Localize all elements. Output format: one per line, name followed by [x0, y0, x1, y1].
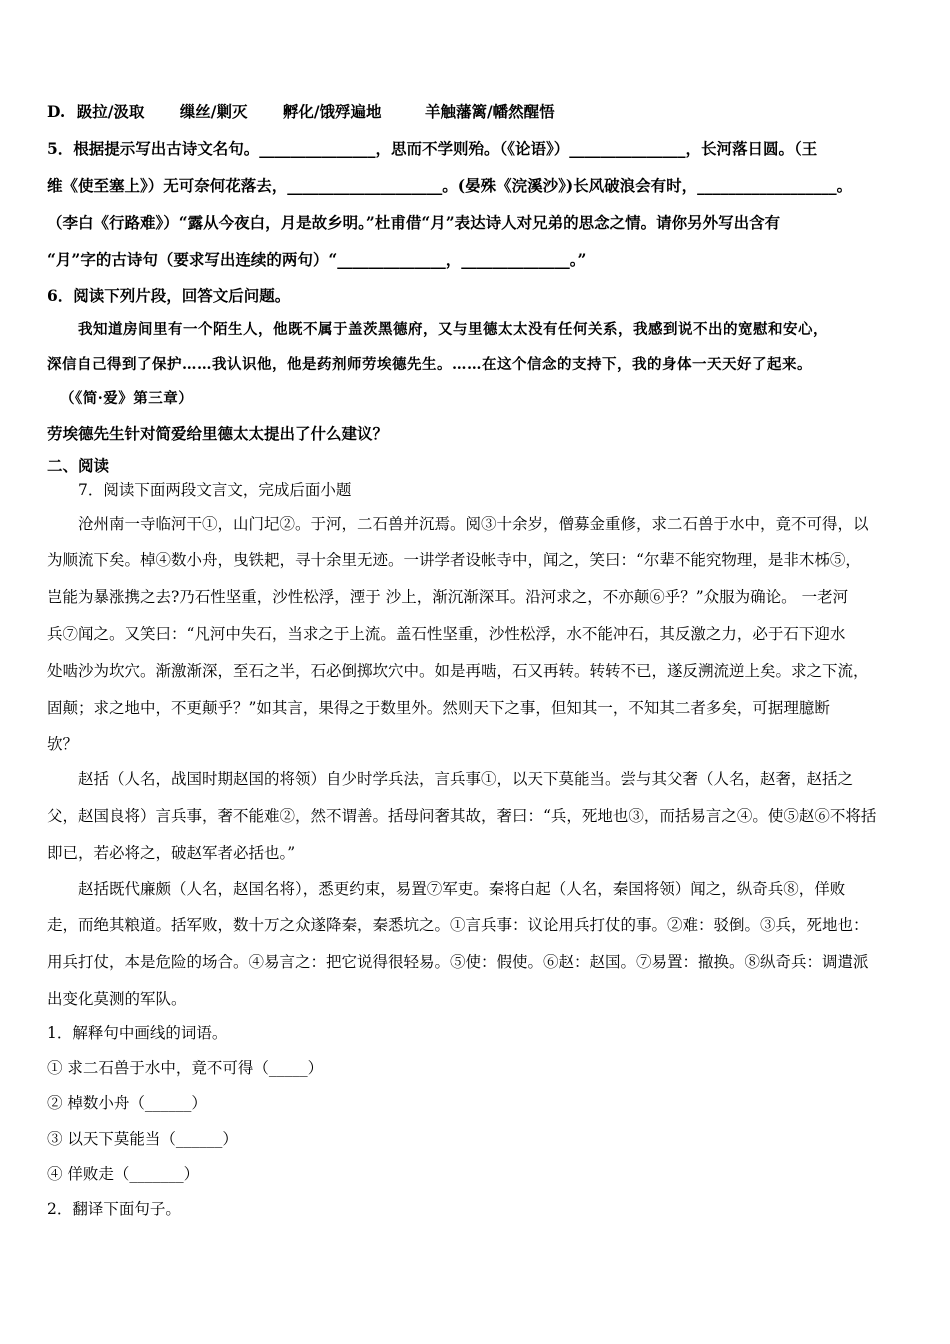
- option-d-word-2: 缫丝/剿灭: [179, 102, 248, 121]
- passage-c-line-1: 赵括既代廉颇（人名，赵国名将），悉更约束，易置⑦军吏。秦将白起（人名，秦国将领）闻之，纵奇兵⑧，佯败: [78, 880, 846, 898]
- option-d-word-3: 孵化/饿殍遍地: [282, 102, 382, 121]
- passage-b-line-1: 赵括（人名，战国时期赵国的将领）自少时学兵法，言兵事①，以天下莫能当。尝与其父奢（人名，赵奢，赵括之: [78, 770, 854, 788]
- passage-a-line-3: 岂能为暴涨携之去?乃石性坚重，沙性松浮，湮于 沙上，渐沉渐深耳。沿河求之，不亦颠⑥乎？”众服为确论。 一老河: [47, 588, 849, 606]
- q5-line-4: “月”字的古诗句（要求写出连续的两句）“______________，______________。”: [47, 250, 587, 269]
- q6-excerpt-line-2: 深信自己得到了保护……我认识他，他是药剂师劳埃德先生。……在这个信念的支持下，我的身体一天天好了起来。: [47, 356, 812, 373]
- q6-title: 6．阅读下列片段，回答文后问题。: [47, 286, 291, 305]
- passage-a-line-6: 固颠；求之地中，不更颠乎？”如其言，果得之于数里外。然则天下之事，但知其一，不知其二者多矣，可据理臆断: [47, 699, 830, 717]
- q6-excerpt-line-1: 我知道房间里有一个陌生人，他既不属于盖茨黑德府，又与里德太太没有任何关系，我感到说不出的宽慰和安心，: [78, 321, 828, 338]
- passage-a-line-1: 沧州南一寺临河干①，山门圮②。于河，二石兽并沉焉。阅③十余岁，僧募金重修，求二石兽于水中，竟不可得，以: [78, 515, 869, 533]
- q6-question: 劳埃德先生针对简爱给里德太太提出了什么建议？: [47, 424, 389, 443]
- subquestion-1-title: 1．解释句中画线的词语。: [47, 1024, 228, 1042]
- q5-line-2: 维《使至塞上》）无可奈何花落去，____________________。(晏殊《浣溪沙》)长风破浪会有时，__________________。: [47, 176, 853, 195]
- option-label: D.: [47, 102, 66, 121]
- option-d-word-1: 趿拉/汲取: [76, 102, 145, 121]
- subquestion-1-item-1: ① 求二石兽于水中，竟不可得（_____）: [47, 1059, 324, 1077]
- section-title-reading: 二、阅读: [47, 456, 110, 475]
- passage-a-line-4: 兵⑦闻之。又笑曰：“凡河中失石，当求之于上流。盖石性坚重，沙性松浮，水不能冲石，其反激之力，必于石下迎水: [47, 625, 846, 643]
- passage-c-line-2: 走，而绝其粮道。括军败，数十万之众遂降秦，秦悉坑之。①言兵事：议论用兵打仗的事。②难：驳倒。③兵，死地也：: [47, 916, 869, 934]
- subquestion-1-item-4: ④ 佯败走（_______）: [47, 1165, 200, 1183]
- q5-line-1: 5．根据提示写出古诗文名句。_______________，思而不学则殆。（《论语》）_______________，长河落日圆。（王: [47, 139, 818, 158]
- passage-b-line-2: 父，赵国良将）言兵事，奢不能难②，然不谓善。括母问奢其故，奢曰：“兵，死地也③，而括易言之④。使⑤赵⑥不将括: [47, 807, 877, 825]
- subquestion-1-item-2: ② 棹数小舟（______）: [47, 1094, 207, 1112]
- passage-a-line-2: 为顺流下矣。棹④数小舟，曳铁耙，寻十余里无迹。一讲学者设帐寺中，闻之，笑曰：“尔辈不能究物理，是非木柹⑤，: [47, 551, 861, 569]
- subquestion-1-item-3: ③ 以天下莫能当（______）: [47, 1130, 238, 1148]
- passage-c-line-3: 用兵打仗，本是危险的场合。④易言之：把它说得很轻易。⑤使：假使。⑥赵：赵国。⑦易置：撤换。⑧纵奇兵：调遣派: [47, 953, 869, 971]
- q7-title: 7．阅读下面两段文言文，完成后面小题: [78, 481, 352, 499]
- passage-c-line-4: 出变化莫测的军队。: [47, 990, 187, 1008]
- q6-source: （《简·爱》第三章）: [60, 390, 194, 407]
- q5-line-3: （李白《行路难》）“露从今夜白，月是故乡明。”杜甫借“月”表达诗人对兄弟的思念之情。请你另外写出含有: [47, 213, 781, 232]
- option-d-word-4: 羊触藩篱/幡然醒悟: [424, 102, 555, 121]
- passage-a-line-7: 欤？: [47, 735, 79, 753]
- passage-a-line-5: 处啮沙为坎穴。渐激渐深，至石之半，石必倒掷坎穴中。如是再啮，石又再转。转转不已，遂反溯流逆上矣。求之下流，: [47, 662, 869, 680]
- subquestion-2-title: 2．翻译下面句子。: [47, 1200, 181, 1218]
- q4-option-d: [47, 102, 907, 122]
- passage-b-line-3: 即已，若必将之，破赵军者必括也。”: [47, 844, 296, 862]
